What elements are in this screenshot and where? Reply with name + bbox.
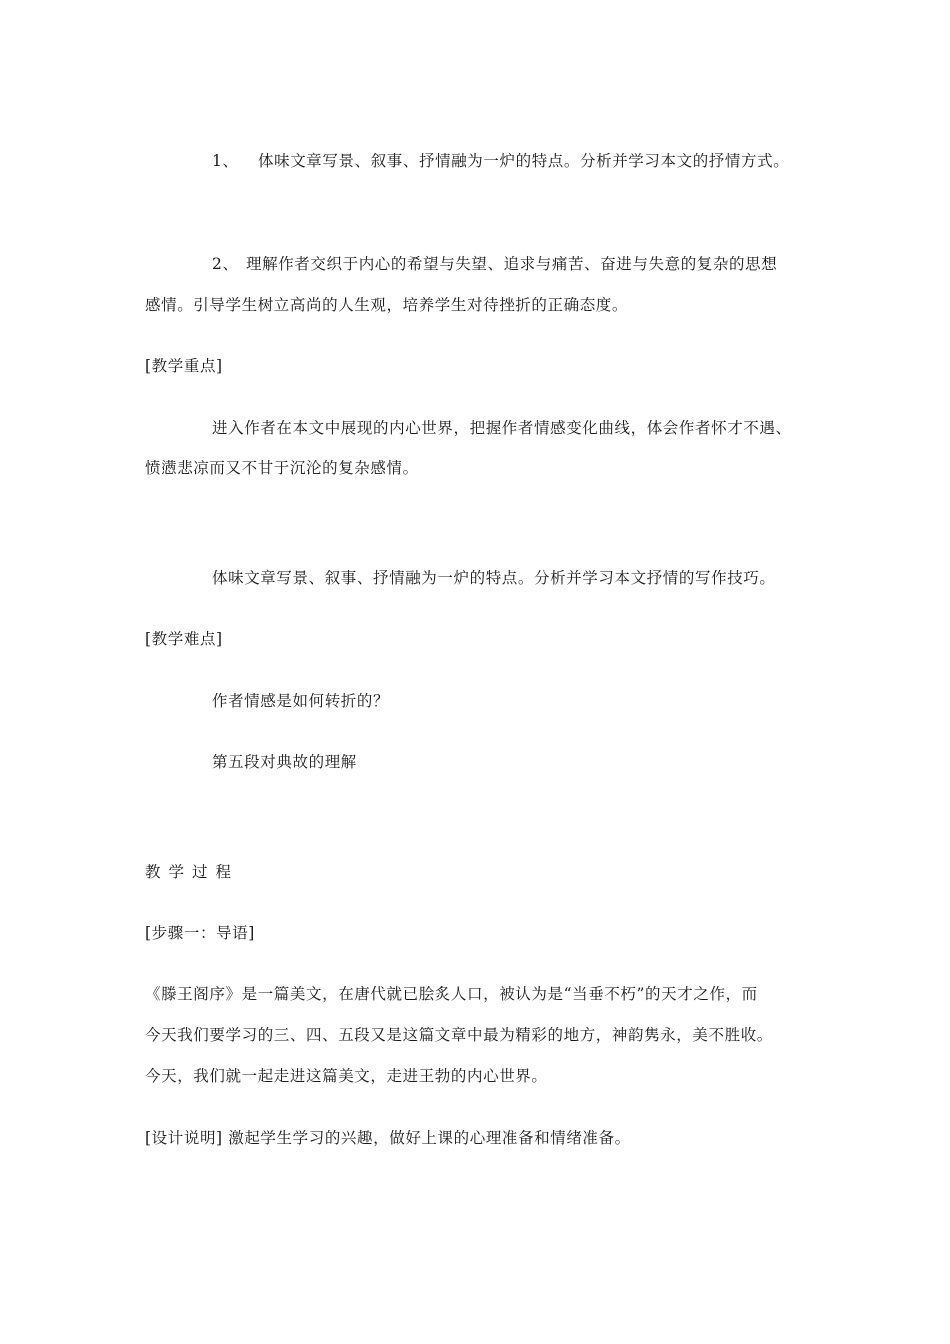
key-points-heading: [教学重点]	[145, 357, 223, 375]
intro-line-3: 今天，我们就一起走进这篇美文，走进王勃的内心世界。	[145, 1067, 548, 1085]
intro-line-2: 今天我们要学习的三、四、五段又是这篇文章中最为精彩的地方，神韵隽永，美不胜收。	[145, 1026, 773, 1044]
difficulty-item-2: 第五段对典故的理解	[212, 753, 357, 771]
intro-line-1: 《滕王阁序》是一篇美文，在唐代就已脍炙人口，被认为是“当垂不朽”的天才之作，而	[145, 985, 758, 1003]
process-heading: 教学过程	[145, 863, 240, 881]
objective-2-text-line-2: 感情。引导学生树立高尚的人生观，培养学生对待挫折的正确态度。	[145, 296, 629, 314]
difficulty-item-1: 作者情感是如何转折的？	[212, 692, 390, 710]
design-note: [设计说明] 激起学生学习的兴趣，做好上课的心理准备和情绪准备。	[145, 1129, 631, 1147]
objective-2-text-line-1: 理解作者交织于内心的希望与失望、追求与痛苦、奋进与失意的复杂的思想	[246, 255, 778, 273]
key-points-paragraph-1-line-1: 进入作者在本文中展现的内心世界，把握作者情感变化曲线，体会作者怀才不遇、	[212, 419, 792, 437]
key-points-paragraph-1-line-2: 愤懑悲凉而又不甘于沉沦的复杂感情。	[145, 459, 419, 477]
difficulties-heading: [教学难点]	[145, 630, 223, 648]
objective-1-number: 1、	[212, 152, 239, 170]
step-1-heading: [步骤一：导语]	[145, 924, 255, 942]
key-points-paragraph-2: 体味文章写景、叙事、抒情融为一炉的特点。分析并学习本文抒情的写作技巧。	[212, 569, 776, 587]
objective-2-number: 2、	[212, 255, 239, 273]
objective-1-text: 体味文章写景、叙事、抒情融为一炉的特点。分析并学习本文的抒情方式。	[258, 152, 790, 170]
